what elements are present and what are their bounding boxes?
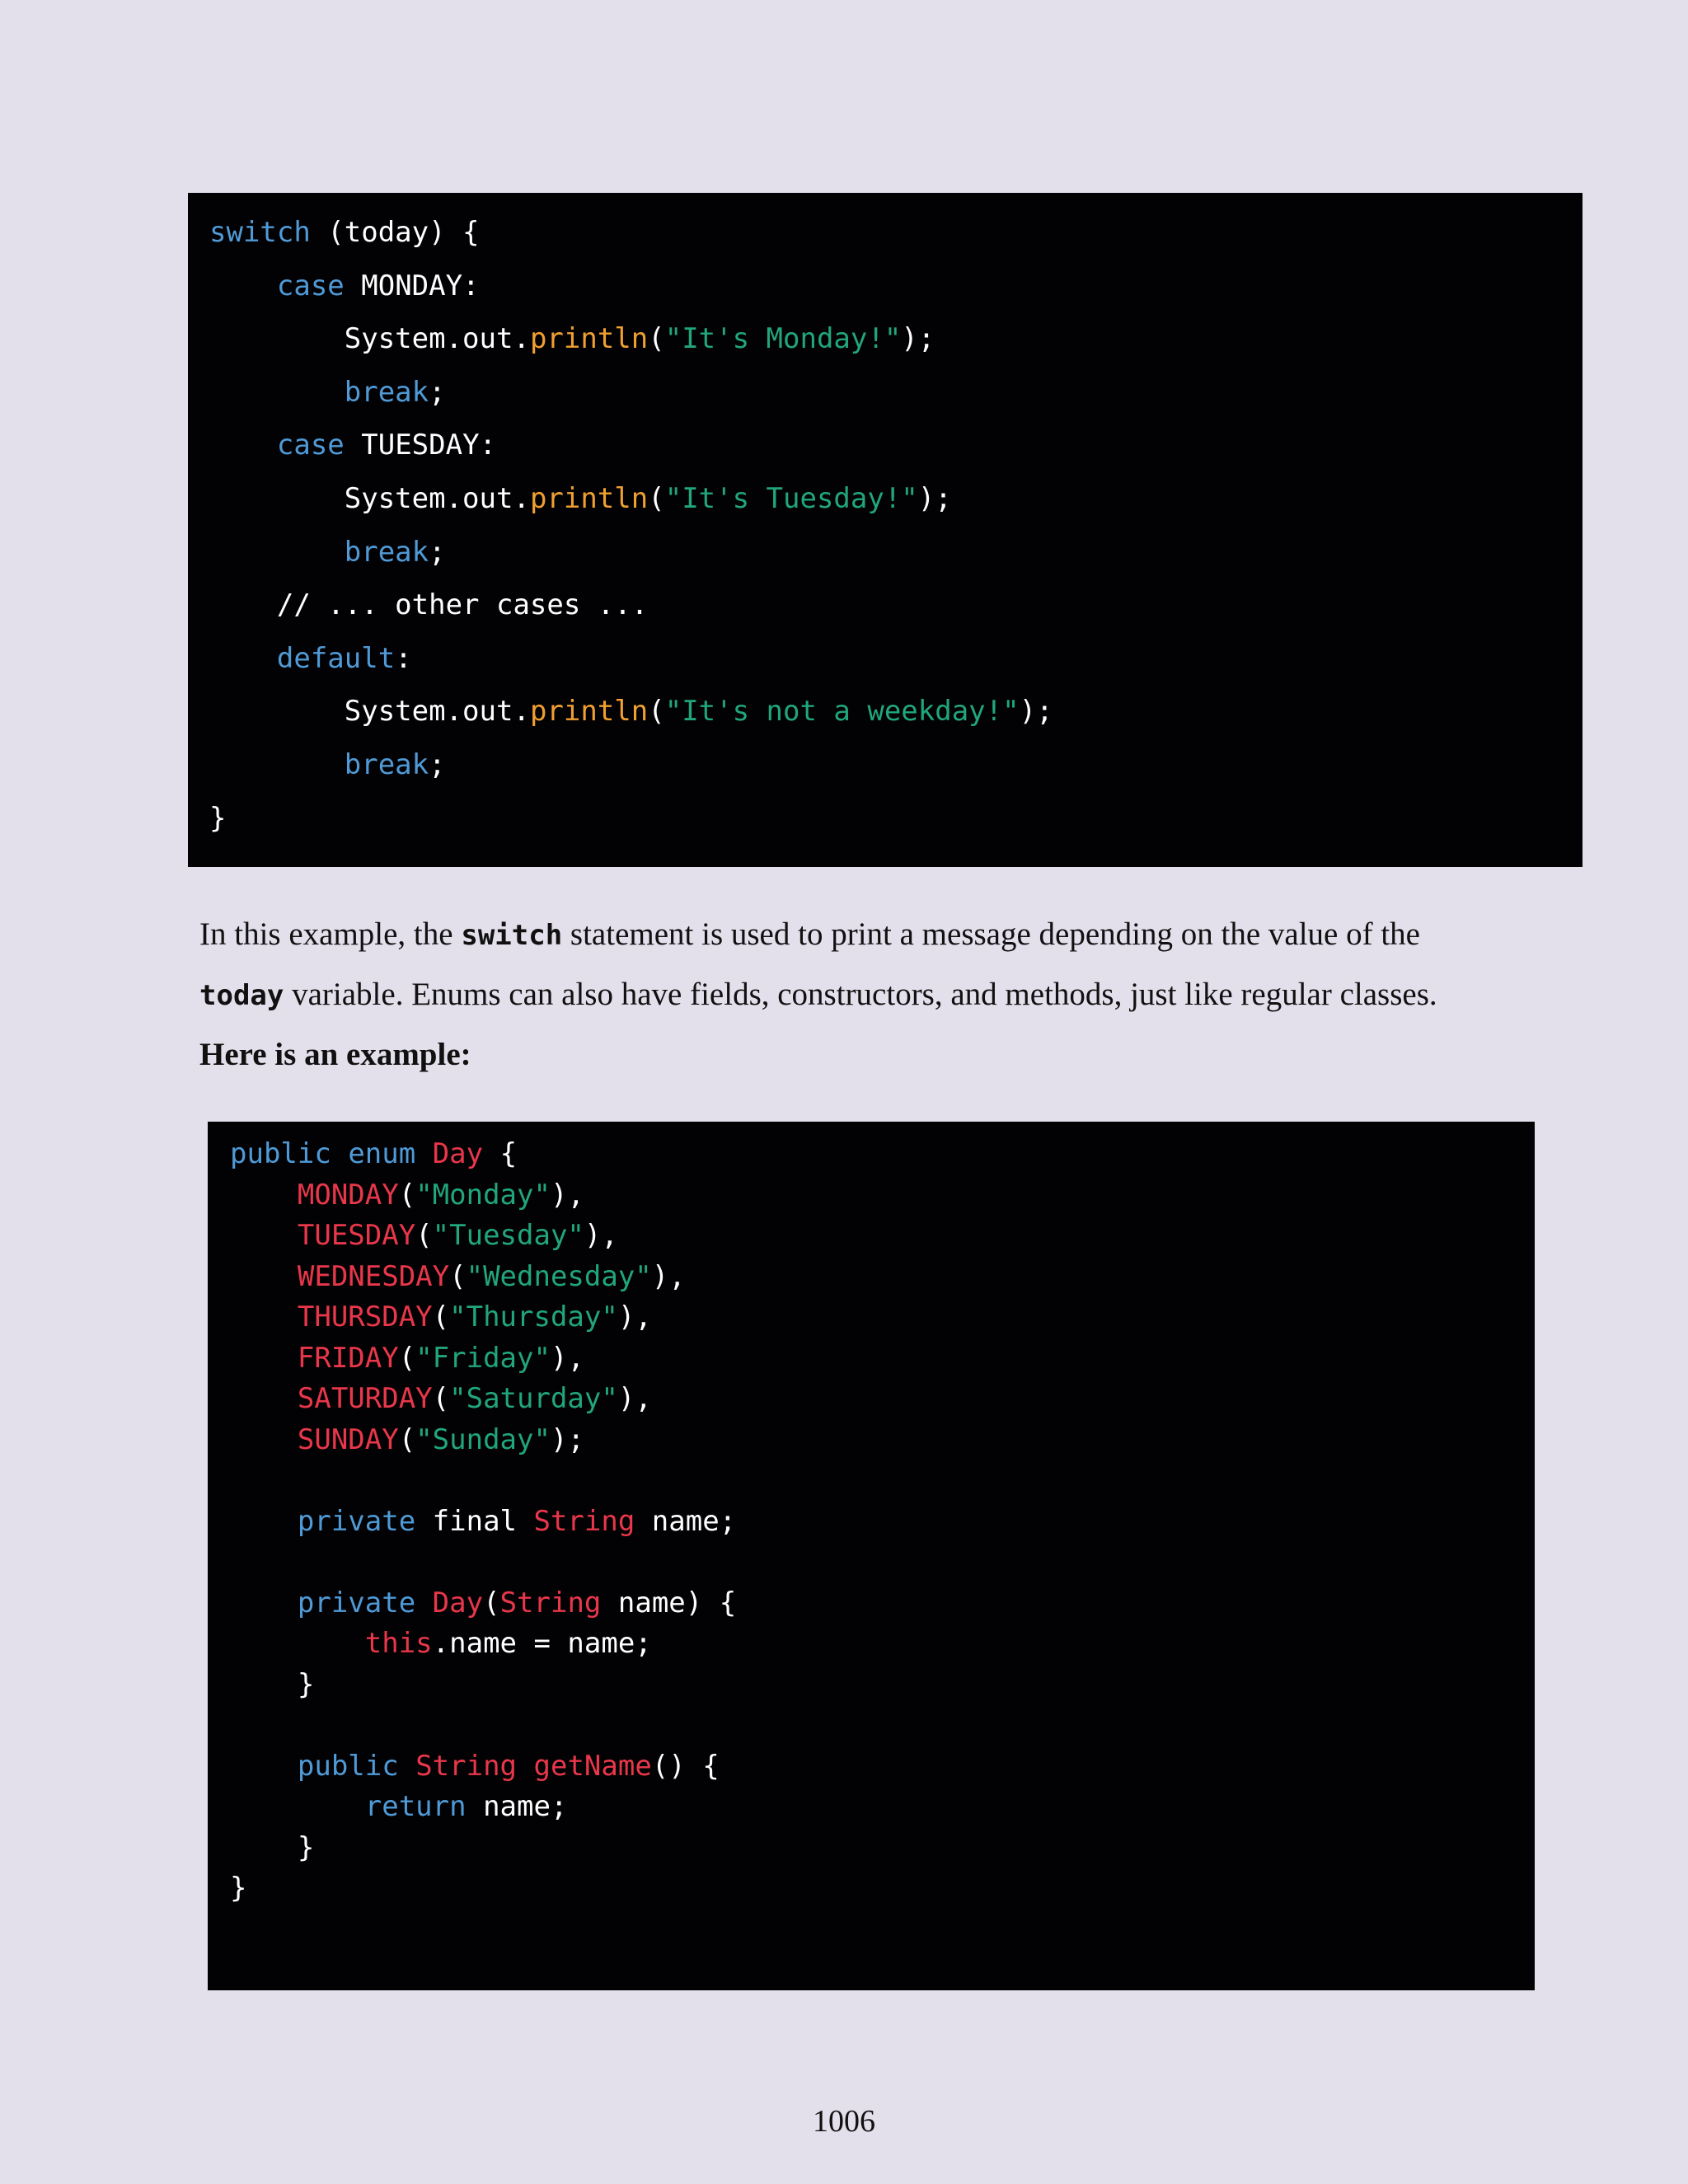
code-token: { bbox=[483, 1137, 518, 1170]
code-line bbox=[230, 1868, 1535, 1910]
code-line bbox=[209, 632, 1582, 686]
code-token: ); bbox=[550, 1422, 584, 1456]
code-token: ), bbox=[617, 1301, 652, 1333]
code-token: final bbox=[415, 1504, 534, 1538]
code-token bbox=[230, 1179, 298, 1212]
code-block-enum bbox=[208, 1122, 1535, 1990]
code-token: ( bbox=[648, 481, 665, 515]
code-token bbox=[415, 1586, 432, 1619]
code-line bbox=[209, 419, 1582, 472]
code-line bbox=[230, 1216, 1535, 1257]
code-token: println bbox=[529, 322, 649, 356]
code-line bbox=[230, 1297, 1535, 1338]
code-line bbox=[230, 1257, 1535, 1298]
code-token: // ... other cases ... bbox=[209, 588, 649, 622]
code-token: case bbox=[276, 269, 345, 302]
code-token: private bbox=[297, 1504, 416, 1538]
code-token: : bbox=[395, 641, 412, 675]
code-token: "Friday" bbox=[415, 1341, 551, 1375]
code-block-switch bbox=[188, 193, 1582, 867]
body-paragraph bbox=[199, 905, 1502, 1084]
paragraph-line-1 bbox=[199, 905, 1502, 965]
code-token: ), bbox=[584, 1219, 618, 1252]
code-token: private bbox=[297, 1586, 416, 1619]
code-token bbox=[209, 429, 277, 462]
code-token: (today) { bbox=[310, 216, 480, 249]
code-token bbox=[209, 536, 345, 569]
code-line bbox=[230, 1665, 1535, 1706]
code-token: System.out. bbox=[209, 695, 530, 729]
code-token: } bbox=[230, 1667, 315, 1701]
code-token: ( bbox=[432, 1301, 450, 1333]
code-token bbox=[230, 1260, 298, 1293]
code-token: switch bbox=[209, 216, 311, 249]
code-token: return bbox=[364, 1790, 467, 1823]
page-number: 1006 bbox=[813, 2104, 875, 2139]
code-token bbox=[399, 1750, 415, 1783]
code-line bbox=[209, 312, 1582, 366]
code-line bbox=[230, 1379, 1535, 1420]
code-token: MONDAY bbox=[297, 1178, 399, 1212]
code-token: MONDAY: bbox=[344, 269, 480, 302]
code-token bbox=[230, 1301, 298, 1333]
code-token: ( bbox=[432, 1382, 450, 1415]
code-token: "Sunday" bbox=[415, 1422, 551, 1456]
code-token bbox=[230, 1505, 298, 1538]
code-token bbox=[209, 642, 277, 675]
code-line bbox=[230, 1420, 1535, 1461]
code-token: ( bbox=[449, 1259, 467, 1293]
code-token: println bbox=[529, 695, 649, 729]
code-token: ), bbox=[617, 1382, 652, 1415]
code-token bbox=[230, 1219, 298, 1252]
code-line bbox=[209, 472, 1582, 526]
code-token: ); bbox=[917, 481, 952, 515]
code-token: ; bbox=[429, 375, 446, 409]
paragraph-text: In this example, the bbox=[199, 916, 462, 952]
code-token: "Tuesday" bbox=[432, 1219, 584, 1252]
code-token: name; bbox=[635, 1504, 737, 1538]
code-line bbox=[230, 1460, 1535, 1502]
code-line bbox=[230, 1338, 1535, 1380]
code-token bbox=[230, 1586, 298, 1619]
code-token bbox=[517, 1750, 533, 1783]
code-token bbox=[209, 748, 345, 781]
code-token: SUNDAY bbox=[297, 1422, 399, 1456]
code-line bbox=[230, 1175, 1535, 1216]
code-token: break bbox=[344, 375, 429, 409]
code-token: ), bbox=[651, 1259, 686, 1293]
code-token: Day bbox=[432, 1137, 484, 1170]
inline-code-today: today bbox=[199, 979, 284, 1012]
code-token: String bbox=[499, 1586, 602, 1619]
code-token: ( bbox=[648, 322, 665, 356]
code-token: enum bbox=[348, 1137, 416, 1170]
paragraph-text: variable. Enums can also have fields, constructors, and methods, just like regular classes. bbox=[284, 977, 1437, 1012]
code-token: TUESDAY bbox=[297, 1219, 416, 1252]
code-token: ( bbox=[398, 1341, 416, 1375]
code-token bbox=[209, 269, 277, 302]
code-token bbox=[209, 376, 345, 409]
code-token: public bbox=[230, 1137, 331, 1170]
code-line bbox=[209, 738, 1582, 792]
code-token: "Monday" bbox=[415, 1178, 551, 1212]
code-token: String bbox=[415, 1749, 518, 1783]
code-token bbox=[415, 1137, 432, 1170]
code-token: ( bbox=[398, 1422, 416, 1456]
code-token: name; bbox=[466, 1790, 568, 1823]
code-line bbox=[230, 1787, 1535, 1828]
code-line bbox=[209, 260, 1582, 313]
code-token: "Thursday" bbox=[449, 1301, 618, 1333]
code-token bbox=[230, 1382, 298, 1415]
code-line bbox=[230, 1746, 1535, 1788]
code-token: .name = name; bbox=[432, 1627, 652, 1660]
code-token: } bbox=[230, 1872, 247, 1905]
code-token: break bbox=[344, 748, 429, 781]
code-token: "It's not a weekday!" bbox=[664, 695, 1020, 729]
code-token: System.out. bbox=[209, 481, 530, 515]
code-token: ( bbox=[398, 1178, 416, 1212]
code-token: THURSDAY bbox=[297, 1301, 433, 1333]
code-line bbox=[209, 685, 1582, 738]
code-line bbox=[209, 579, 1582, 632]
paragraph-line-2 bbox=[199, 965, 1502, 1025]
code-token: } bbox=[230, 1830, 315, 1864]
code-line bbox=[209, 792, 1582, 846]
code-line bbox=[209, 206, 1582, 260]
code-token bbox=[230, 1790, 365, 1823]
code-token: ), bbox=[550, 1341, 584, 1375]
code-token: this bbox=[364, 1627, 433, 1660]
code-token: ( bbox=[483, 1586, 500, 1619]
code-token: "It's Tuesday!" bbox=[664, 481, 918, 515]
code-token: default bbox=[276, 641, 396, 675]
code-token: "Saturday" bbox=[449, 1382, 618, 1415]
code-line bbox=[230, 1705, 1535, 1746]
code-line bbox=[230, 1828, 1535, 1869]
code-token: FRIDAY bbox=[297, 1341, 399, 1375]
code-token: SATURDAY bbox=[297, 1382, 433, 1415]
code-token: getName bbox=[533, 1749, 652, 1783]
code-token: case bbox=[276, 429, 345, 462]
code-token: System.out. bbox=[209, 322, 530, 356]
code-token: println bbox=[529, 481, 649, 515]
code-token: ( bbox=[415, 1219, 433, 1252]
code-token: break bbox=[344, 535, 429, 569]
code-line bbox=[230, 1542, 1535, 1583]
code-line bbox=[209, 366, 1582, 419]
code-line bbox=[230, 1502, 1535, 1543]
code-token: String bbox=[533, 1504, 635, 1538]
code-token: } bbox=[209, 801, 227, 835]
code-token: "Wednesday" bbox=[466, 1259, 652, 1293]
code-token bbox=[331, 1137, 348, 1170]
code-token: TUESDAY: bbox=[344, 429, 497, 462]
code-token: ; bbox=[429, 748, 446, 781]
code-line bbox=[230, 1583, 1535, 1624]
code-token: name) { bbox=[601, 1586, 737, 1619]
paragraph-text: statement is used to print a message depending on the value of the bbox=[562, 916, 1420, 952]
code-token: "It's Monday!" bbox=[664, 322, 902, 356]
code-token bbox=[230, 1342, 298, 1375]
code-token: ; bbox=[429, 535, 446, 569]
code-token: ); bbox=[901, 322, 935, 356]
code-token: Day bbox=[432, 1586, 484, 1619]
code-token bbox=[230, 1627, 365, 1660]
code-token: () { bbox=[651, 1749, 720, 1783]
code-token: ( bbox=[648, 695, 665, 729]
inline-code-switch: switch bbox=[461, 919, 563, 952]
code-line bbox=[209, 526, 1582, 579]
code-token bbox=[230, 1423, 298, 1456]
code-token: ), bbox=[550, 1178, 584, 1212]
code-line bbox=[230, 1624, 1535, 1665]
example-heading: Here is an example: bbox=[199, 1037, 471, 1072]
code-token bbox=[230, 1750, 298, 1783]
code-token: WEDNESDAY bbox=[297, 1259, 450, 1293]
code-token: ); bbox=[1019, 695, 1053, 729]
code-token: public bbox=[297, 1749, 399, 1783]
code-line bbox=[230, 1134, 1535, 1175]
